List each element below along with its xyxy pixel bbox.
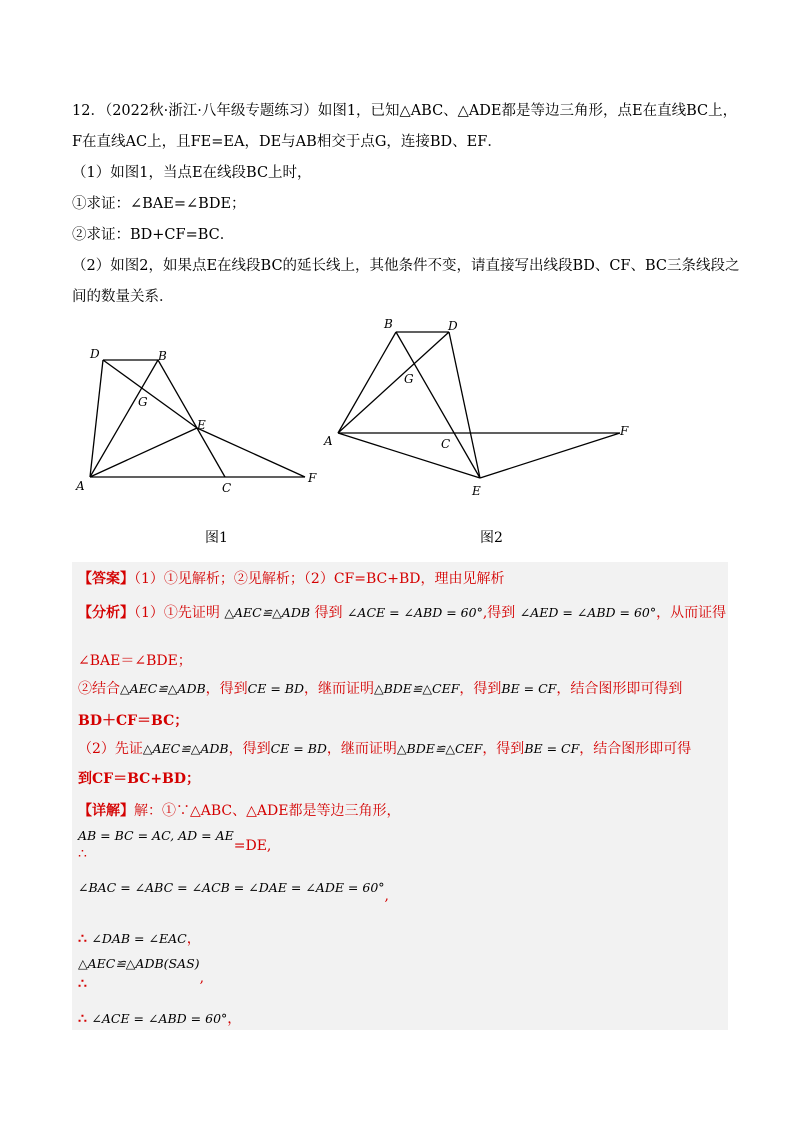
label-g: G <box>404 372 414 386</box>
therefore-symbol: ∴ <box>78 976 87 992</box>
question-line: （1）如图1，当点E在线段BC上时， <box>72 165 312 181</box>
therefore-symbol: ∴ <box>78 931 87 947</box>
analysis-line-6: 到CF＝BC+BD； <box>78 771 201 787</box>
segment-ef <box>197 428 305 477</box>
math-expr: BE = CF <box>524 741 580 756</box>
analysis-text: ②结合 <box>78 681 120 697</box>
analysis-text: ,得到 <box>482 605 516 621</box>
therefore-symbol: ∴ <box>78 846 87 862</box>
detail-line-2 <box>78 828 272 854</box>
analysis-line-1 <box>78 602 726 622</box>
figure-1-diagram <box>70 340 330 510</box>
detail-line-1 <box>78 800 400 820</box>
math-expr: ∠DAB = ∠EAC <box>91 931 187 946</box>
detail-line-3 <box>78 880 389 904</box>
figure-2 <box>320 315 640 498</box>
detail-text: =DE, <box>233 838 272 854</box>
label-g: G <box>138 395 148 409</box>
label-f: F <box>308 471 317 485</box>
analysis-text: ，得到 <box>205 681 248 697</box>
segment-ab <box>90 360 158 477</box>
analysis-text: （1）①先证明 <box>134 605 220 621</box>
math-expr: ∠ACE = ∠ABD = 60° <box>91 1011 228 1026</box>
math-expr: BE = CF <box>501 681 557 696</box>
math-expr: CE = BD <box>247 681 304 696</box>
therefore-symbol: ∴ <box>78 1011 87 1027</box>
analysis-text: ，得到 <box>459 681 502 697</box>
detail-text: , <box>199 970 205 986</box>
detail-text: 解：①∵△ABC、△ADE都是等边三角形， <box>134 803 401 819</box>
math-expr: △BDE≌△CEF <box>373 681 460 696</box>
label-a: A <box>324 434 333 448</box>
detail-text: ， <box>227 1011 242 1027</box>
analysis-line-5 <box>78 738 691 758</box>
label-a: A <box>76 479 85 493</box>
detail-tag: 【详解】 <box>78 803 134 819</box>
math-expr: CE = BD <box>270 741 327 756</box>
label-c: C <box>222 481 232 495</box>
figure-2-caption: 图2 <box>480 530 503 546</box>
segment-da <box>90 360 103 477</box>
analysis-text: （2）先证 <box>78 741 143 757</box>
segment-ef <box>480 433 620 478</box>
question-line: 间的数量关系． <box>72 289 174 305</box>
question-line: ①求证：∠BAE=∠BDE； <box>72 196 246 212</box>
detail-line-6 <box>78 1008 241 1028</box>
question-line: （2）如图2，如果点E在线段BC的延长线上，其他条件不变，请直接写出线段BD、CF、BC三条线段之 <box>72 258 740 274</box>
answer-text: （1）①见解析；②见解析；（2）CF=BC+BD，理由见解析 <box>134 571 505 587</box>
math-expr: ∠AED = ∠ABD = 60° <box>519 605 657 620</box>
analysis-text: ，结合图形即可得到 <box>556 681 683 697</box>
math-expr: ∠ACE = ∠ABD = 60° <box>346 605 483 620</box>
analysis-line-4: BD＋CF＝BC； <box>78 713 189 729</box>
label-b: B <box>158 349 167 363</box>
math-expr: △AEC≌△ADB <box>142 741 229 756</box>
segment-ae <box>90 428 197 477</box>
question-block <box>72 96 740 313</box>
analysis-text: ，结合图形即可得 <box>579 741 692 757</box>
segment-ab <box>338 332 396 433</box>
label-e: E <box>197 418 206 432</box>
question-line: F在直线AC上，且FE=EA，DE与AB相交于点G，连接BD、EF． <box>72 134 502 150</box>
label-f: F <box>620 424 629 438</box>
math-expr: △BDE≌△CEF <box>396 741 483 756</box>
math-expr: ∠BAC = ∠ABC = ∠ACB = ∠DAE = ∠ADE = 60° <box>78 880 385 895</box>
figure-1-caption: 图1 <box>205 530 228 546</box>
segment-ad <box>338 332 449 433</box>
analysis-text: ，得到 <box>228 741 271 757</box>
analysis-text: ，继而证明 <box>326 741 397 757</box>
label-b: B <box>384 317 393 331</box>
question-line: ②求证：BD+CF=BC． <box>72 227 235 243</box>
detail-line-4 <box>78 928 201 948</box>
label-d: D <box>90 347 100 361</box>
analysis-tag: 【分析】 <box>78 605 134 621</box>
detail-text: ， <box>186 931 201 947</box>
math-expr: △AEC≌△ADB(SAS) <box>78 956 200 971</box>
analysis-text: ，继而证明 <box>303 681 374 697</box>
label-d: D <box>448 319 458 333</box>
figure-2-diagram <box>320 315 640 498</box>
analysis-text: ，得到 <box>482 741 525 757</box>
analysis-line-2: ∠BAE＝∠BDE； <box>78 653 192 669</box>
figure-1 <box>70 340 330 510</box>
detail-line-5 <box>78 956 205 986</box>
analysis-text: ，从而证得 <box>656 605 727 621</box>
segment-bc <box>158 360 225 477</box>
analysis-text: 得到 <box>314 605 343 621</box>
math-expr: △AEC≌△ADB <box>120 681 206 696</box>
math-expr: △AEC≌△ADB <box>224 605 311 620</box>
math-expr: AB = BC = AC, AD = AE <box>78 828 234 843</box>
segment-de <box>449 332 480 478</box>
question-line: 12．（2022秋·浙江·八年级专题练习）如图1，已知△ABC、△ADE都是等边三角形，点E在直线BC上， <box>72 103 738 119</box>
segment-de <box>103 360 197 428</box>
answer-tag: 【答案】 <box>78 571 134 587</box>
label-e: E <box>472 484 481 498</box>
detail-text: , <box>384 888 389 904</box>
label-c: C <box>441 437 451 451</box>
segment-be <box>396 332 480 478</box>
answer-panel <box>72 562 728 1030</box>
answer-line <box>78 568 504 588</box>
analysis-line-3 <box>78 678 682 698</box>
